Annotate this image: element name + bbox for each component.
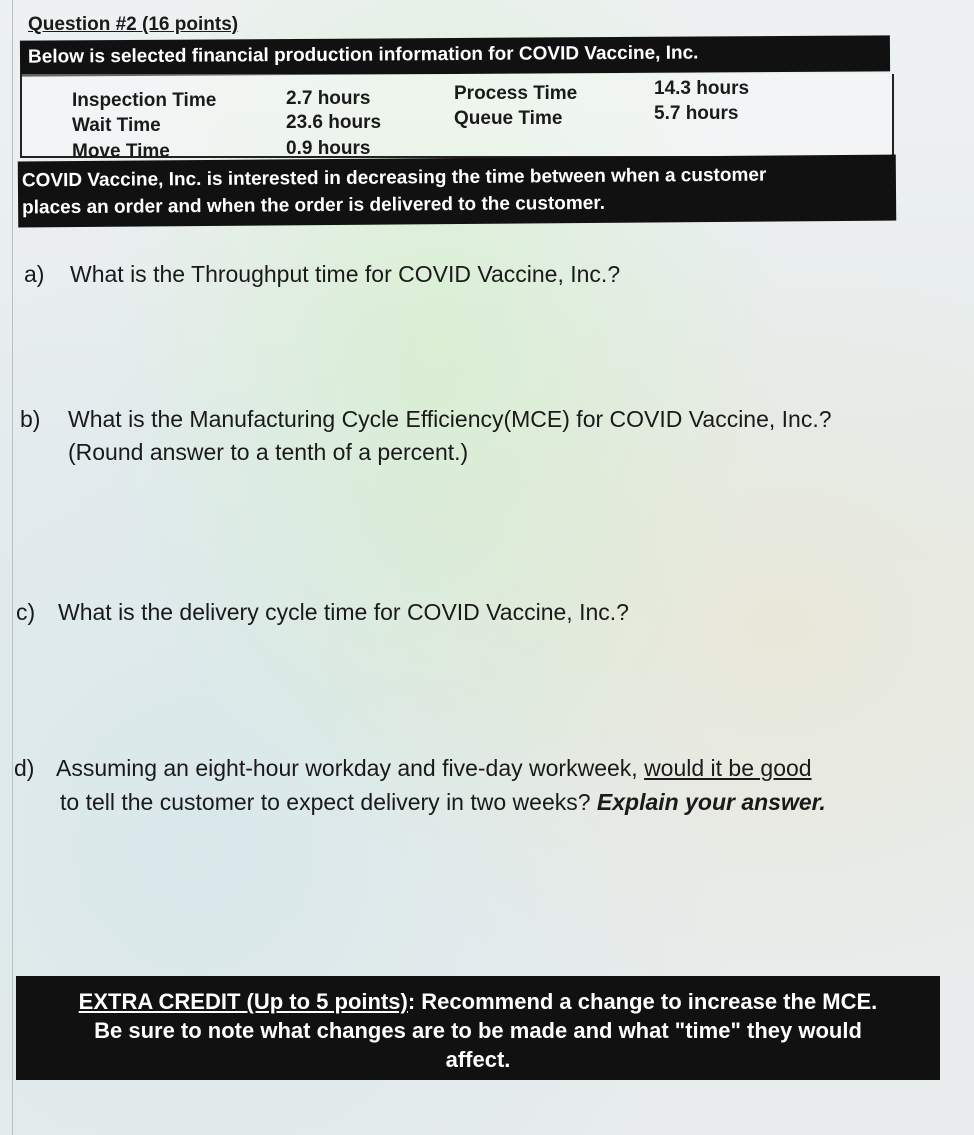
scenario-line-2: places an order and when the order is delivered to the customer. [22, 192, 606, 219]
question-d-line-1-plain: Assuming an eight-hour workday and five-day workweek, [56, 755, 645, 781]
move-time-value: 0.9 hours [286, 138, 371, 159]
extra-credit-line-2: Be sure to note what changes are to be made and what "time" they would [94, 1018, 862, 1043]
production-info-box [20, 74, 894, 162]
extra-credit-line-1 [16, 987, 940, 1016]
move-time-label: Move Time [72, 141, 170, 162]
question-d-line-2-plain: to tell the customer to expect delivery in two weeks? [60, 789, 597, 815]
process-time-value: 14.3 hours [654, 78, 750, 99]
question-d-text-line-2 [60, 786, 826, 819]
process-time-label: Process Time [454, 83, 578, 104]
question-d-text-line-1 [56, 752, 812, 785]
question-d-line-1-underlined: would it be good [644, 755, 812, 781]
question-d-line-2-emphasis: Explain your answer. [596, 789, 826, 815]
scenario-line-1: COVID Vaccine, Inc. is interested in decreasing the time between when a customer [21, 164, 767, 192]
margin-rule [12, 0, 13, 1135]
extra-credit-label: EXTRA CREDIT (Up to 5 points) [78, 989, 408, 1014]
inspection-time-label: Inspection Time [72, 90, 217, 111]
question-heading: Question #2 (16 points) [28, 14, 239, 35]
inspection-time-value: 2.7 hours [286, 88, 371, 109]
extra-credit-line-1-rest: : Recommend a change to increase the MCE. [407, 989, 878, 1014]
question-d-letter: d) [14, 755, 35, 781]
extra-credit-bar [16, 976, 940, 1080]
extra-credit-line-3: affect. [445, 1047, 511, 1072]
queue-time-value: 5.7 hours [654, 103, 739, 124]
question-b-letter: b) [20, 406, 41, 432]
wait-time-value: 23.6 hours [286, 112, 382, 133]
question-b-text-line-1: What is the Manufacturing Cycle Efficiency(MCE) for COVID Vaccine, Inc.? [68, 406, 832, 432]
question-c-letter: c) [16, 599, 36, 625]
question-b-text-line-2: (Round answer to a tenth of a percent.) [68, 439, 469, 465]
question-a-text: What is the Throughput time for COVID Vaccine, Inc.? [70, 261, 621, 287]
queue-time-label: Queue Time [454, 108, 563, 129]
question-a-letter: a) [24, 261, 45, 287]
scenario-note-bar [18, 155, 896, 228]
info-header-bar: Below is selected financial production information for COVID Vaccine, Inc. [20, 35, 890, 76]
question-c-text: What is the delivery cycle time for COVID Vaccine, Inc.? [58, 599, 629, 625]
wait-time-label: Wait Time [72, 115, 161, 136]
